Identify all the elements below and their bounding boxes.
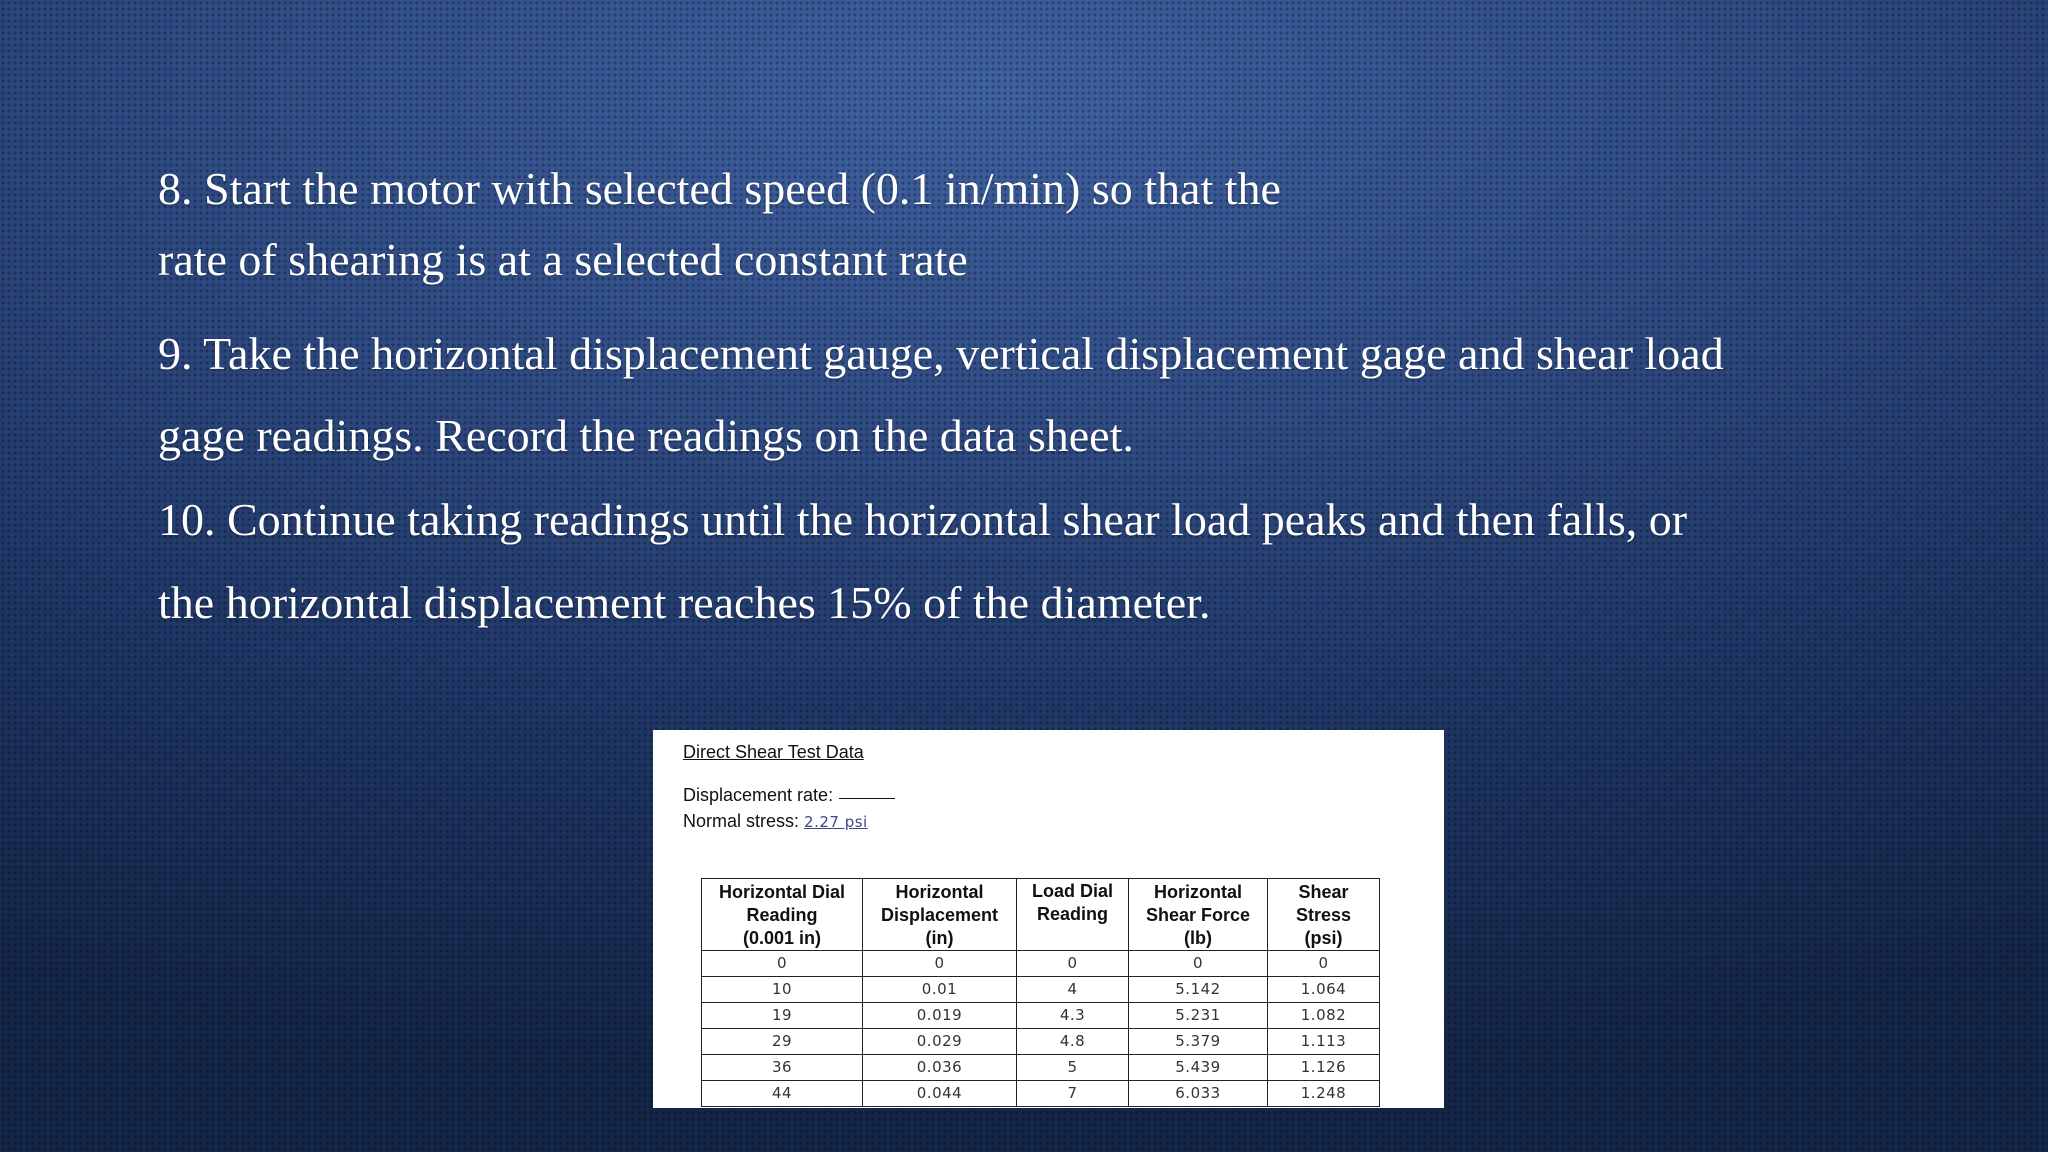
header-line: (psi): [1304, 927, 1343, 948]
header-line: (lb): [1184, 927, 1212, 948]
table-cell: 1.082: [1268, 1003, 1380, 1029]
table-cell: 0: [1129, 951, 1268, 977]
step-8-line-1: 8. Start the motor with selected speed (0.1 in/min) so that the: [158, 163, 1281, 214]
header-load-dial-reading: [1017, 879, 1129, 951]
header-horizontal-dial-reading: [702, 879, 863, 951]
table-cell: 0.019: [863, 1003, 1017, 1029]
table-cell: 19: [702, 1003, 863, 1029]
normal-stress-row: [683, 811, 868, 832]
table-cell: 4: [1017, 977, 1129, 1003]
data-sheet-title: Direct Shear Test Data: [683, 742, 864, 762]
table-cell: 36: [702, 1055, 863, 1081]
table-header-row: [702, 879, 1380, 951]
table-cell: 1.248: [1268, 1081, 1380, 1107]
table-cell: 0.044: [863, 1081, 1017, 1107]
table-cell: 5: [1017, 1055, 1129, 1081]
displacement-rate-row: [683, 785, 895, 806]
table-row: [702, 1003, 1380, 1029]
header-line: Horizontal Dial: [718, 881, 845, 902]
displacement-rate-label: Displacement rate:: [683, 785, 834, 805]
table-cell: 1.126: [1268, 1055, 1380, 1081]
header-line: Horizontal: [1154, 881, 1242, 902]
header-line: (in): [925, 927, 954, 948]
table-cell: 6.033: [1129, 1081, 1268, 1107]
direct-shear-data-table: [701, 878, 1380, 1107]
table-cell: 1.113: [1268, 1029, 1380, 1055]
table-cell: 5.142: [1129, 977, 1268, 1003]
table-cell: 1.064: [1268, 977, 1380, 1003]
table-row: [702, 1081, 1380, 1107]
table-cell: 7: [1017, 1081, 1129, 1107]
step-9-line-1: 9. Take the horizontal displacement gauge, vertical displacement gage and shear load: [158, 328, 1724, 379]
header-line: Stress: [1295, 904, 1352, 925]
header-horizontal-displacement: [863, 879, 1017, 951]
table-cell: 0.029: [863, 1029, 1017, 1055]
header-line: Displacement: [880, 904, 999, 925]
header-horizontal-shear-force: [1129, 879, 1268, 951]
displacement-rate-blank: [839, 798, 895, 799]
table-row: [702, 1029, 1380, 1055]
table-cell: 0: [702, 951, 863, 977]
step-8-line-2: rate of shearing is at a selected constant rate: [158, 234, 968, 285]
data-sheet-image: [653, 730, 1444, 1108]
table-cell: 0.01: [863, 977, 1017, 1003]
header-line: Shear Force: [1145, 904, 1251, 925]
table-cell: 4.8: [1017, 1029, 1129, 1055]
table-cell: 0: [863, 951, 1017, 977]
header-shear-stress: [1268, 879, 1380, 951]
step-9-line-2: gage readings. Record the readings on the data sheet.: [158, 410, 1134, 461]
step-10-line-1: 10. Continue taking readings until the horizontal shear load peaks and then falls, or: [158, 494, 1688, 545]
table-cell: 4.3: [1017, 1003, 1129, 1029]
header-line: Reading: [746, 904, 818, 925]
table-cell: 0.036: [863, 1055, 1017, 1081]
table-cell: 0: [1268, 951, 1380, 977]
table-cell: 0: [1017, 951, 1129, 977]
table-cell: 5.439: [1129, 1055, 1268, 1081]
table-cell: 5.231: [1129, 1003, 1268, 1029]
header-line: (0.001 in): [742, 927, 822, 948]
step-10-line-2: the horizontal displacement reaches 15% of the diameter.: [158, 577, 1211, 628]
normal-stress-label: Normal stress:: [683, 811, 800, 831]
table-cell: 10: [702, 977, 863, 1003]
header-line: Horizontal: [895, 881, 984, 902]
table-cell: 5.379: [1129, 1029, 1268, 1055]
normal-stress-value: 2.27 psi: [804, 813, 868, 831]
table-row: [702, 977, 1380, 1003]
header-line: Shear: [1298, 881, 1349, 902]
header-line: Reading: [1036, 904, 1108, 924]
header-line: Load Dial: [1031, 881, 1113, 901]
table-cell: 29: [702, 1029, 863, 1055]
table-cell: 44: [702, 1081, 863, 1107]
table-row: [702, 1055, 1380, 1081]
table-row: [702, 951, 1380, 977]
